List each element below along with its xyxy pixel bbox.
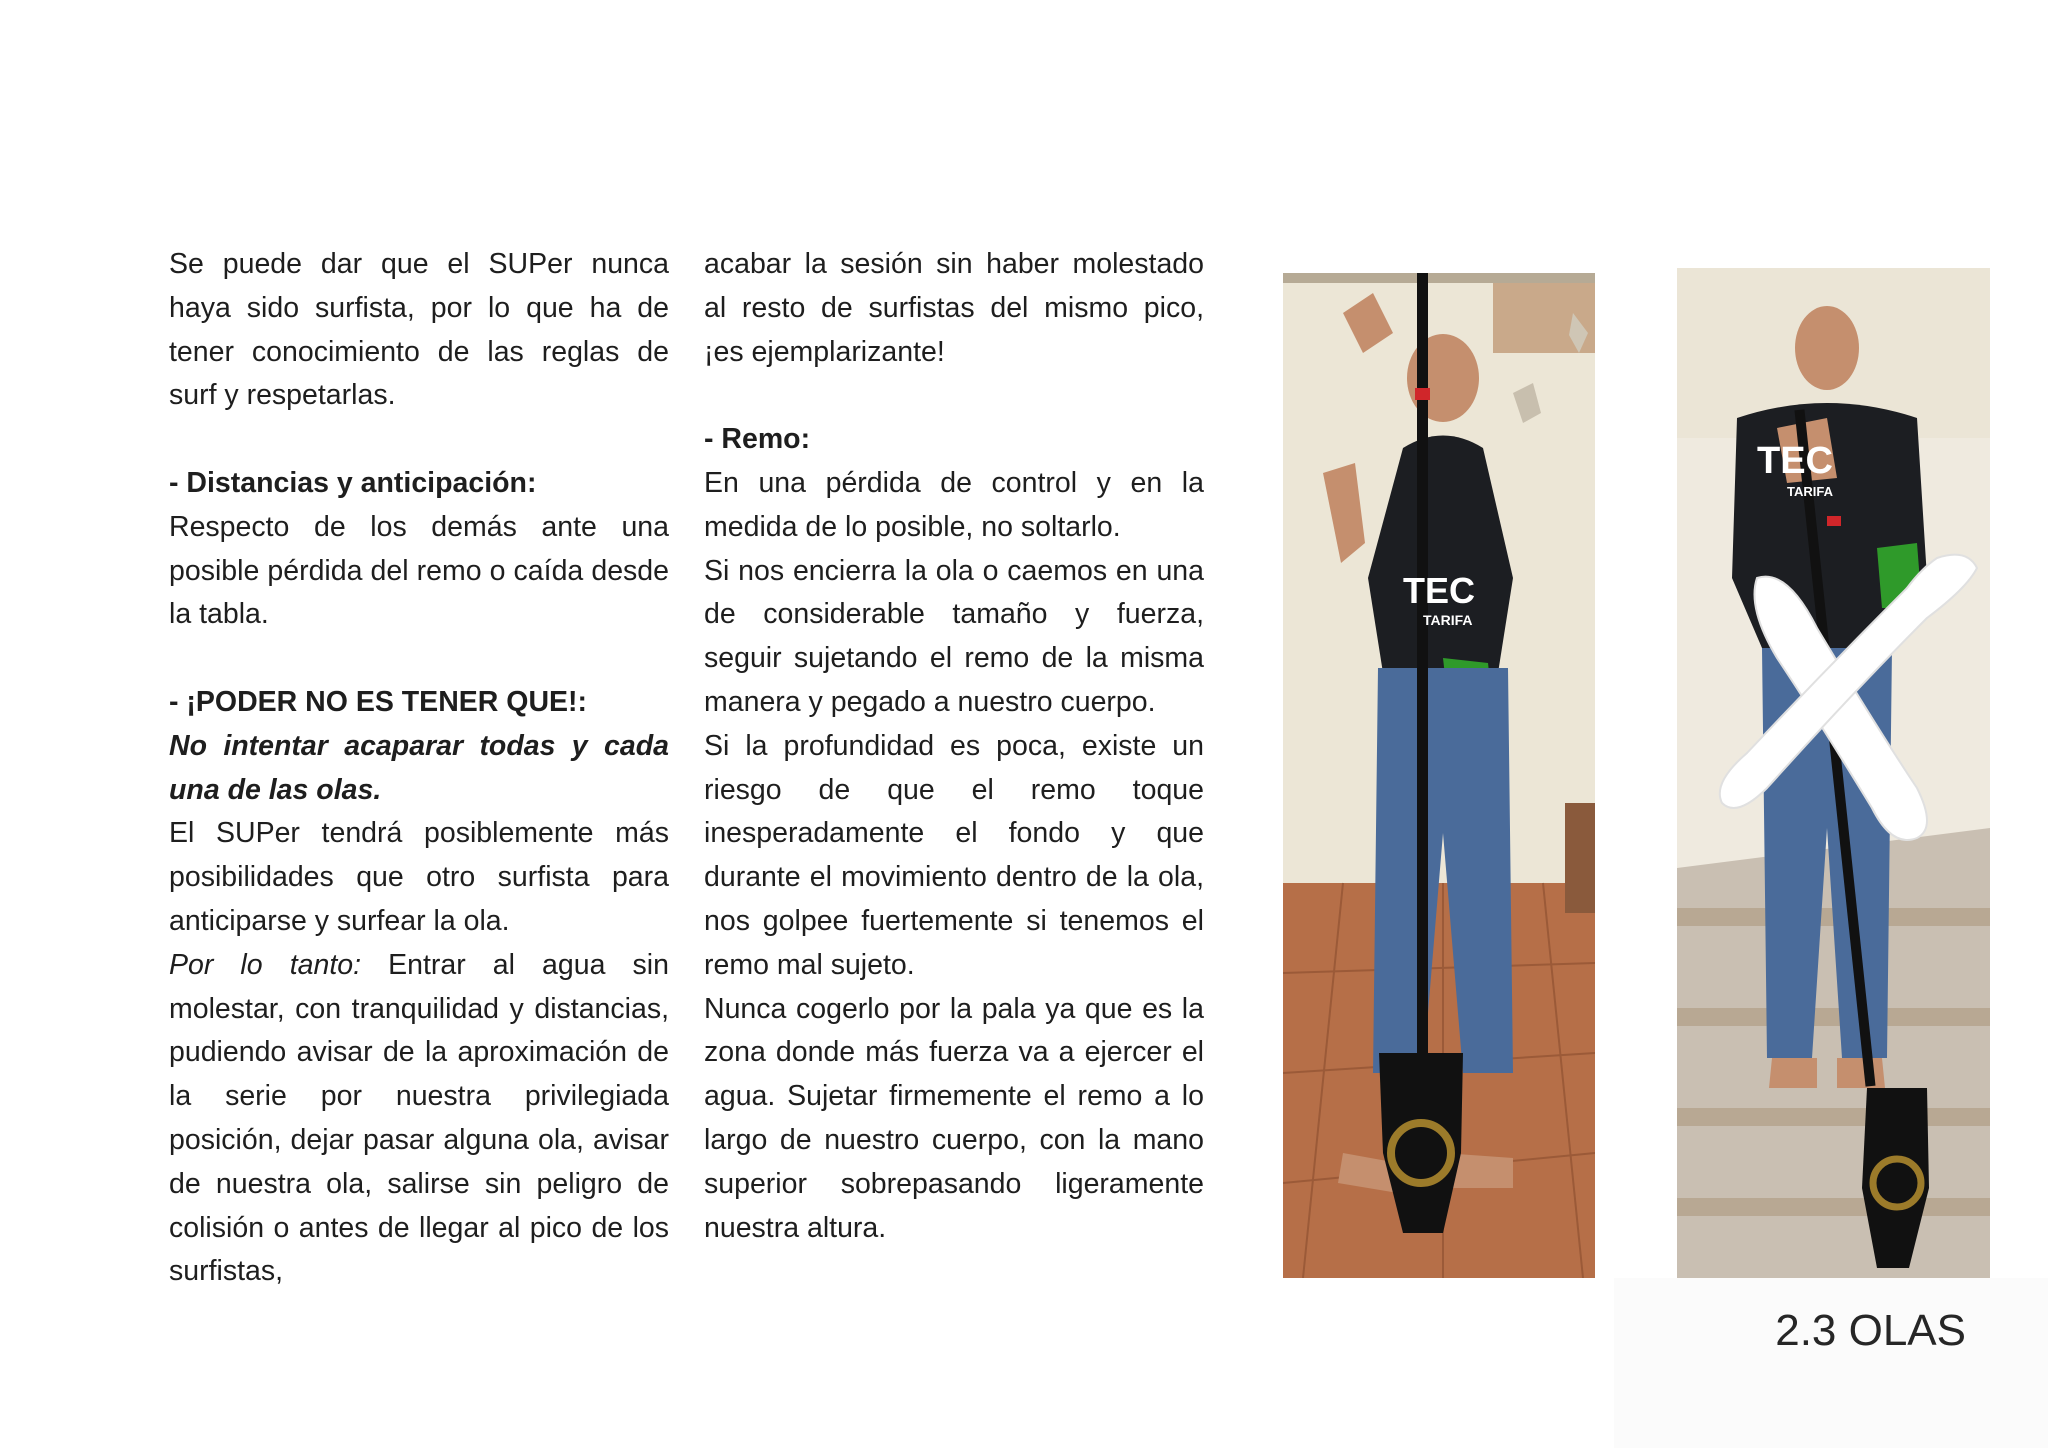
paragraph: Respecto de los demás ante una posible pérdida del remo o caída desde la tabla. — [169, 510, 669, 631]
section-label: 2.3 OLAS — [1775, 1306, 1966, 1355]
photo-incorrect-grip — [1677, 268, 1990, 1278]
photo-correct-grip-illustration — [1283, 273, 1595, 1278]
text-column-middle — [704, 243, 1204, 1250]
paragraph: Nunca cogerlo por la pala ya que es la zona donde más fuerza va a ejercer el agua. Sujetar firmemente el remo a lo largo de nuestro cuerpo, con la mano superior sobrepasando ligeramente nuestra altura. — [704, 992, 1204, 1244]
shirt-logo-sub: TARIFA — [1787, 484, 1833, 499]
paragraph: acabar la sesión sin haber molestado al resto de surfistas del mismo pico, ¡es ejemplarizante! — [704, 248, 1204, 368]
emphasis-text: No intentar acaparar todas y cada una de las olas. — [169, 729, 669, 806]
shirt-logo: TEC — [1403, 570, 1475, 611]
footer-shade — [1614, 1278, 2048, 1448]
photo-correct-grip — [1283, 273, 1595, 1278]
text-column-left — [169, 243, 669, 1294]
paragraph: Se puede dar que el SUPer nunca haya sido surfista, por lo que ha de tener conocimiento de las reglas de surf y respetarlas. — [169, 248, 669, 412]
paragraph: Si la profundidad es poca, existe un riesgo de que el remo toque inesperadamente el fondo y que durante el movimiento dentro de la ola, nos golpee fuertemente si tenemos el remo mal sujeto. — [704, 729, 1204, 981]
italic-lead: Por lo tanto: — [169, 948, 362, 981]
paragraph: El SUPer tendrá posiblemente más posibilidades que otro surfista para anticiparse y surfear la ola. — [169, 817, 669, 937]
paragraph-body: Entrar al agua sin molestar, con tranquilidad y distancias, pudiendo avisar de la aproximación de la serie por nuestra privilegiada posición, dejar pasar alguna ola, avisar de nuestra ola, salirse sin peligro de colisión o antes de llegar al pico de los surfistas, — [169, 948, 669, 1288]
section-heading: - ¡PODER NO ES TENER QUE!: — [169, 685, 588, 718]
photo-incorrect-grip-illustration — [1677, 268, 1990, 1278]
section-heading: - Remo: — [704, 423, 811, 456]
paragraph: Si nos encierra la ola o caemos en una de considerable tamaño y fuerza, seguir sujetando el remo de la misma manera y pegado a nuestro cuerpo. — [704, 554, 1204, 718]
shirt-logo: TEC — [1757, 440, 1833, 482]
paragraph — [169, 944, 669, 1294]
section-heading: - Distancias y anticipación: — [169, 466, 537, 499]
shirt-logo-sub: TARIFA — [1423, 612, 1473, 628]
paragraph: En una pérdida de control y en la medida de lo posible, no soltarlo. — [704, 466, 1204, 543]
